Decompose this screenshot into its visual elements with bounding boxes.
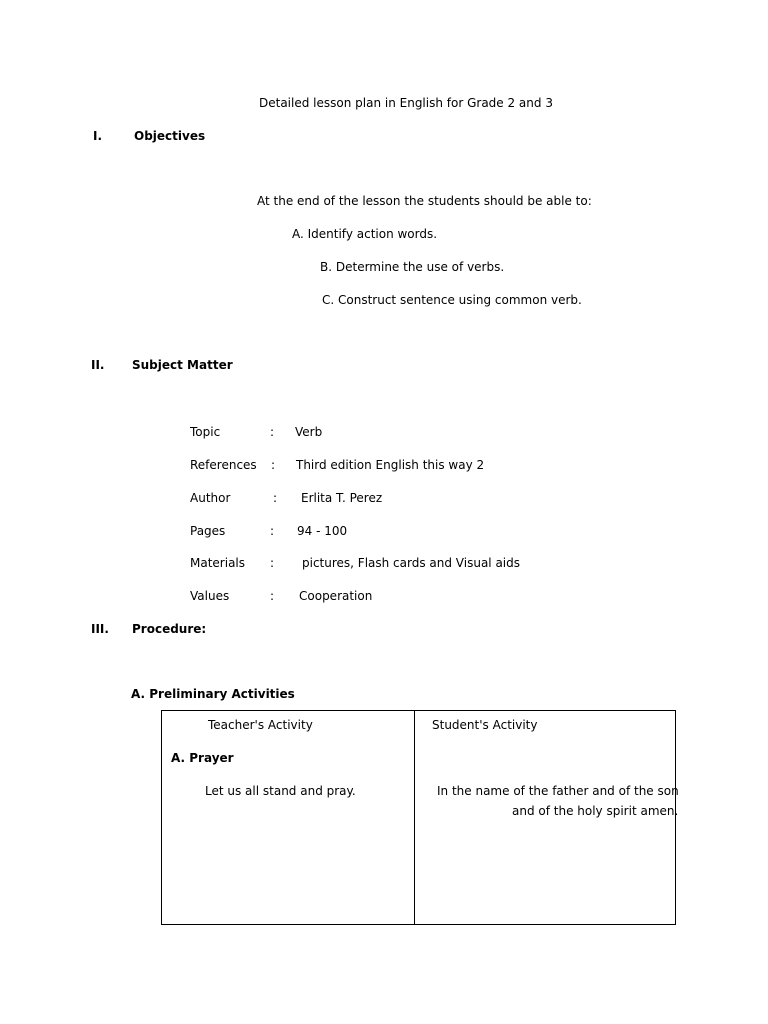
- objective-item: C. Construct sentence using common verb.: [322, 293, 582, 307]
- section-numeral-procedure: III.: [91, 622, 109, 636]
- objective-item: A. Identify action words.: [292, 227, 438, 241]
- subject-label-topic: Topic: [190, 425, 221, 439]
- section-numeral-objectives: I.: [93, 129, 103, 143]
- subject-value-values: Cooperation: [299, 589, 373, 603]
- subject-value-topic: Verb: [295, 425, 323, 439]
- objectives-intro: At the end of the lesson the students should be able to:: [257, 194, 592, 208]
- subject-value-pages: 94 - 100: [297, 524, 348, 538]
- subject-separator: :: [270, 524, 275, 538]
- teacher-activity-header: Teacher's Activity: [208, 718, 313, 732]
- student-prayer-text-line1: In the name of the father and of the son: [437, 784, 679, 798]
- student-prayer-text-line2: and of the holy spirit amen.: [512, 804, 679, 818]
- subject-separator: :: [270, 425, 275, 439]
- prayer-heading: A. Prayer: [171, 751, 234, 765]
- document-title: Detailed lesson plan in English for Grade 2 and 3: [259, 96, 553, 110]
- subject-label-values: Values: [190, 589, 230, 603]
- student-activity-header: Student's Activity: [432, 718, 538, 732]
- section-heading-objectives: Objectives: [134, 129, 206, 143]
- subject-separator: :: [273, 491, 278, 505]
- section-heading-subject-matter: Subject Matter: [132, 358, 233, 372]
- section-heading-procedure: Procedure:: [132, 622, 207, 636]
- objective-item: B. Determine the use of verbs.: [320, 260, 505, 274]
- subject-separator: :: [270, 589, 275, 603]
- table-column-divider: [414, 711, 415, 924]
- subject-label-references: References: [190, 458, 257, 472]
- subject-label-pages: Pages: [190, 524, 226, 538]
- subject-label-materials: Materials: [190, 556, 246, 570]
- section-numeral-subject-matter: II.: [91, 358, 105, 372]
- teacher-prayer-text: Let us all stand and pray.: [205, 784, 356, 798]
- subject-value-author: Erlita T. Perez: [301, 491, 383, 505]
- activities-table: [161, 710, 679, 925]
- subject-value-references: Third edition English this way 2: [296, 458, 485, 472]
- subject-value-materials: pictures, Flash cards and Visual aids: [302, 556, 520, 570]
- procedure-subheading: A. Preliminary Activities: [131, 687, 295, 701]
- subject-separator: :: [271, 458, 276, 472]
- subject-label-author: Author: [190, 491, 231, 505]
- subject-separator: :: [270, 556, 275, 570]
